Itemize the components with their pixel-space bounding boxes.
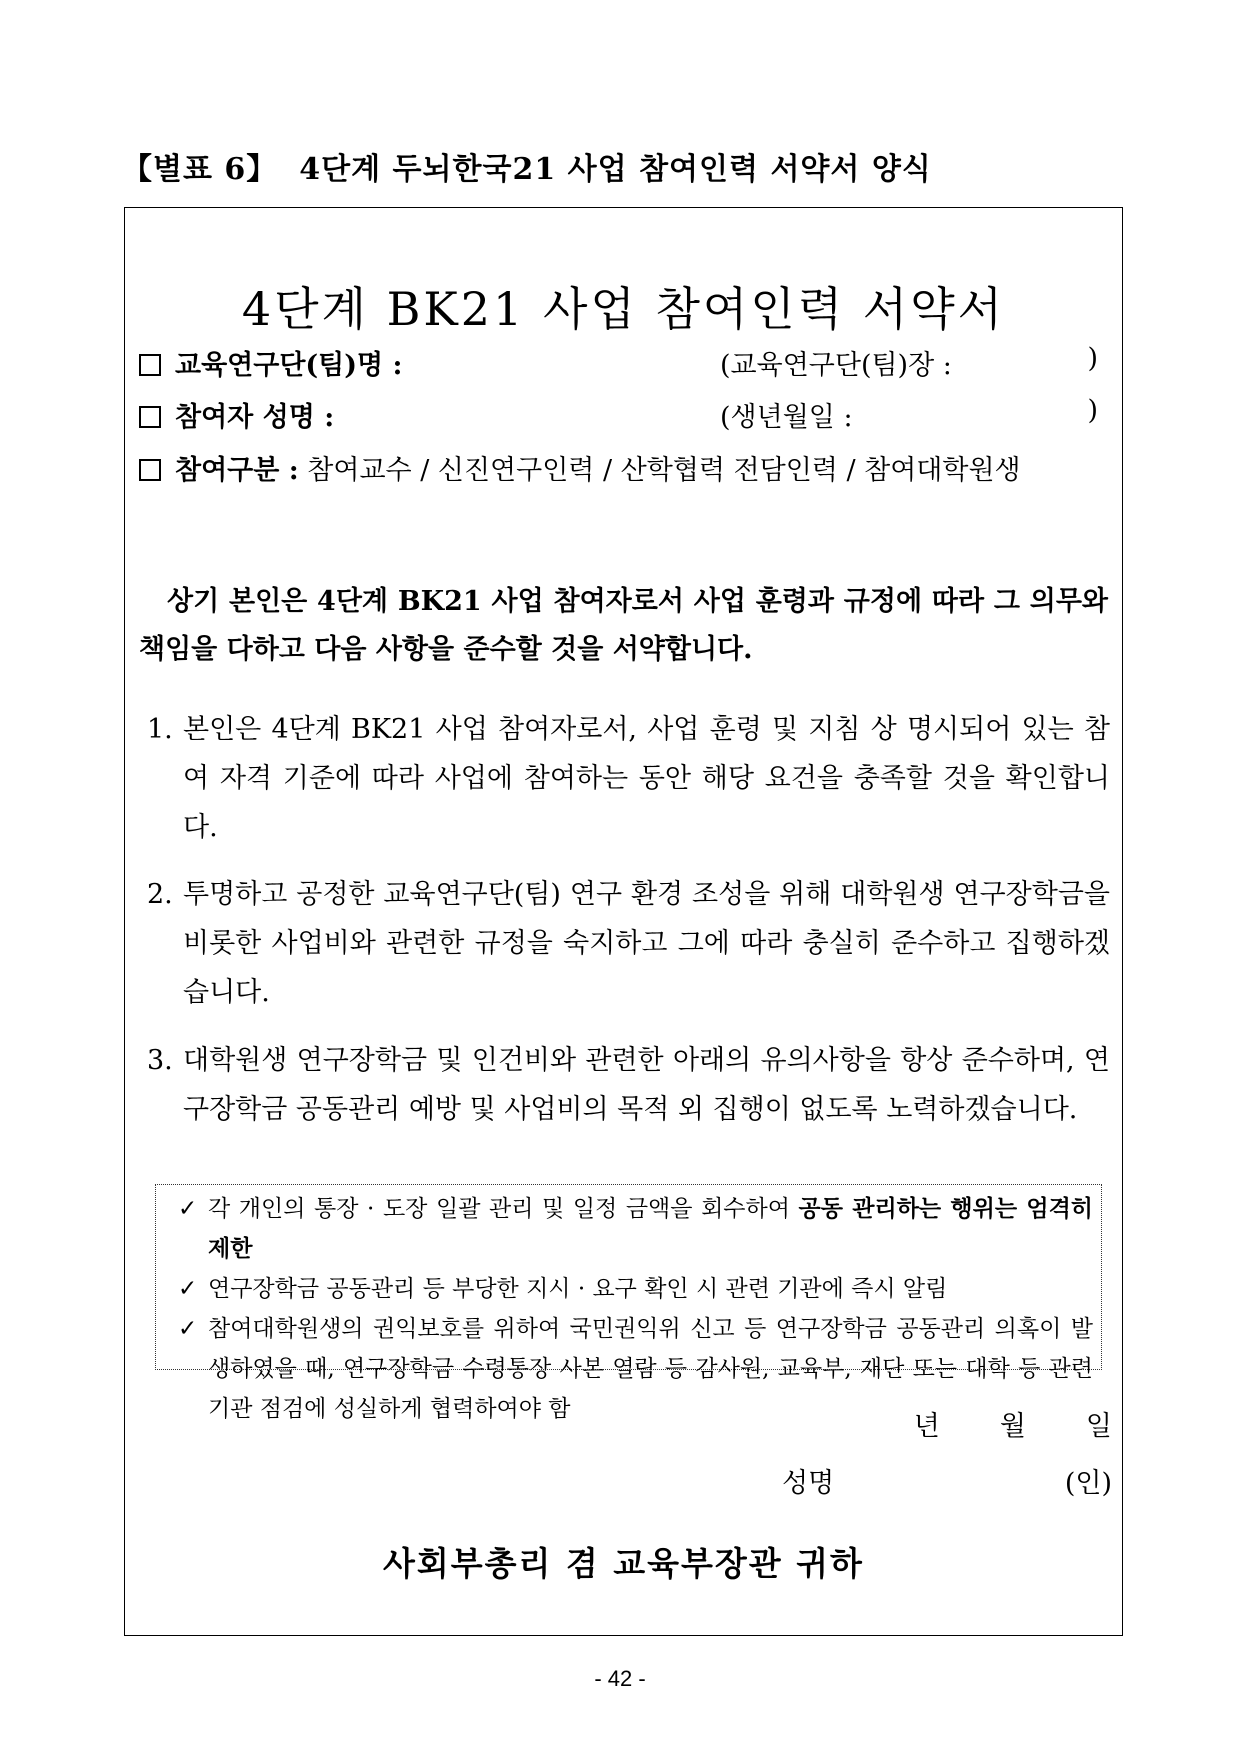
pledge-intro: 상기 본인은 4단계 BK21 사업 참여자로서 사업 훈령과 규정에 따라 그 의무와 책임을 다하고 다음 사항을 준수할 것을 서약합니다. [139,586,1108,665]
birth-date-label: (생년월일 : [720,402,853,433]
category-checkbox[interactable] [139,459,161,481]
birth-date-close: ) [1087,395,1098,426]
note-text: 연구장학금 공동관리 등 부당한 지시 · 요구 확인 시 관련 기관에 즉시 알림 [208,1276,948,1302]
note-emphasis: 공동 관리하는 행위는 엄격히 제한 [208,1195,1094,1262]
item-text: 본인은 4단계 BK21 사업 참여자로서, 사업 훈령 및 지침 상 명시되어 있는 참여 자격 기준에 따라 사업에 참여하는 동안 해당 요건을 충족할 것을 확인합니다. [183,714,1110,843]
pledge-item-3 [147,1036,1110,1134]
note-text: 참여대학원생의 권익보호를 위하여 국민권익위 신고 등 연구장학금 공동관리 의혹이 발생하였을 때, 연구장학금 수령통장 사본 열람 등 감사원, 교육부, 재단 또는 대학 등 관련기관 점검에 성실하게 협력하여야 함 [208,1316,1093,1422]
checkmark-icon: ✓ [178,1316,198,1342]
notes-box [155,1184,1102,1422]
pledge-item-1 [147,705,1110,852]
checkmark-icon: ✓ [178,1276,198,1302]
addressee: 사회부총리 겸 교육부장관 귀하 [383,1544,864,1583]
date-year: 년 [913,1411,940,1442]
pledge-form [124,207,1123,1636]
team-name-field [139,343,403,382]
note-item [178,1189,1093,1269]
birth-date-field [720,395,1098,434]
category-label: 참여구분 : [175,455,299,486]
team-leader-field [720,343,1098,382]
participant-name-field [139,395,334,434]
appendix-title: 4단계 두뇌한국21 사업 참여인력 서약서 양식 [299,152,932,187]
page-number: - 42 - [594,1666,646,1691]
team-name-checkbox[interactable] [139,354,161,376]
category-options: 참여교수 / 신진연구인력 / 산학협력 전담인력 / 참여대학원생 [307,455,1021,486]
signature-seal: (인) [1064,1468,1112,1499]
date-day: 일 [1085,1411,1112,1442]
pledge-item-2 [147,870,1110,1017]
team-leader-close: ) [1087,343,1098,374]
category-field [139,448,1021,487]
participant-name-checkbox[interactable] [139,406,161,428]
item-number: 3. [147,1045,173,1076]
note-item [178,1269,1093,1309]
form-title: 4단계 BK21 사업 참여인력 서약서 [241,282,1006,336]
item-text: 대학원생 연구장학금 및 인건비와 관련한 아래의 유의사항을 항상 준수하며, 연구장학금 공동관리 예방 및 사업비의 목적 외 집행이 없도록 노력하겠습니다. [183,1045,1110,1125]
date-line [914,1404,1112,1443]
note-text: 각 개인의 통장 · 도장 일괄 관리 및 일정 금액을 회수하여 [208,1196,799,1222]
appendix-label: 【별표 6】 [122,152,278,187]
team-name-label: 교육연구단(팀)명 : [175,350,403,381]
item-number: 2. [147,879,173,910]
team-leader-label: (교육연구단(팀)장 : [720,350,952,381]
checkmark-icon: ✓ [178,1196,198,1222]
item-text: 투명하고 공정한 교육연구단(팀) 연구 환경 조성을 위해 대학원생 연구장학금을 비롯한 사업비와 관련한 규정을 숙지하고 그에 따라 충실히 준수하고 집행하겠습니다. [183,879,1110,1008]
page-header [122,144,1132,188]
item-number: 1. [147,714,173,745]
signature-label: 성명 [782,1468,835,1499]
date-month: 월 [999,1411,1026,1442]
participant-name-label: 참여자 성명 : [175,402,335,433]
